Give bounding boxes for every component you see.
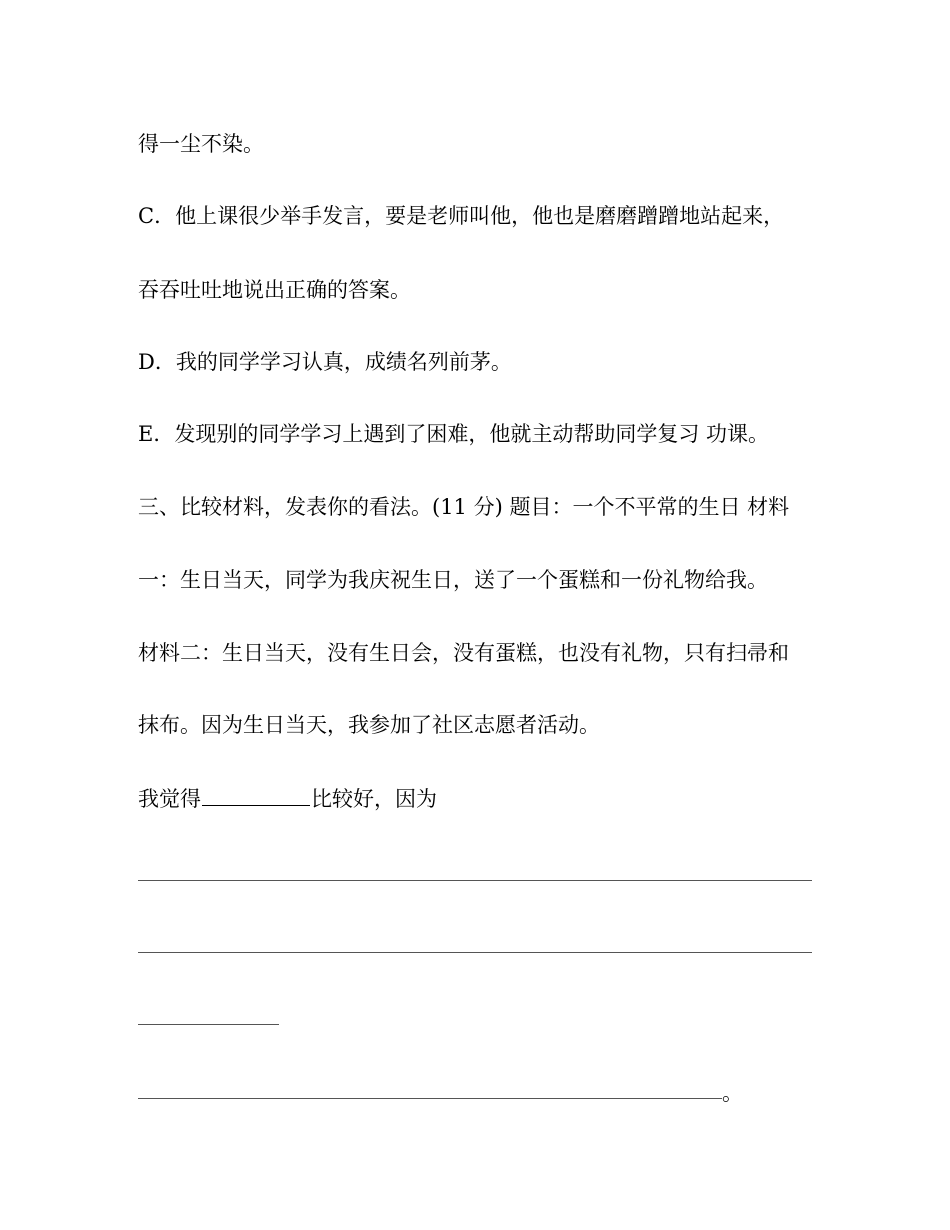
answer-line-1[interactable]	[138, 880, 812, 881]
answer-middle: 比较好，因为	[311, 787, 437, 811]
text-line-1: 得一尘不染。	[138, 132, 264, 156]
answer-line-3[interactable]	[138, 1024, 279, 1025]
text-line-3: 吞吞吐吐地说出正确的答案。	[138, 278, 411, 302]
answer-end-mark: 。	[722, 1081, 743, 1105]
text-line-8: 材料二：生日当天，没有生日会，没有蛋糕，也没有礼物，只有扫帚和	[138, 641, 789, 665]
answer-line-2[interactable]	[138, 952, 812, 953]
section-three-heading: 三、比较材料，发表你的看法。(11 分) 题目：一个不平常的生日 材料	[138, 495, 790, 519]
answer-line-4[interactable]	[138, 1098, 722, 1099]
text-line-7: 一：生日当天，同学为我庆祝生日，送了一个蛋糕和一份礼物给我。	[138, 568, 768, 592]
choice-blank[interactable]	[202, 787, 310, 806]
answer-prompt-line	[138, 786, 437, 812]
text-line-4: D．我的同学学习认真，成绩名列前茅。	[138, 350, 512, 374]
text-line-2: C．他上课很少举手发言，要是老师叫他，他也是磨磨蹭蹭地站起来，	[138, 204, 785, 228]
answer-prefix: 我觉得	[138, 787, 201, 811]
text-line-5: E．发现别的同学学习上遇到了困难，他就主动帮助同学复习 功课。	[138, 422, 770, 446]
text-line-9: 抹布。因为生日当天，我参加了社区志愿者活动。	[138, 713, 600, 737]
